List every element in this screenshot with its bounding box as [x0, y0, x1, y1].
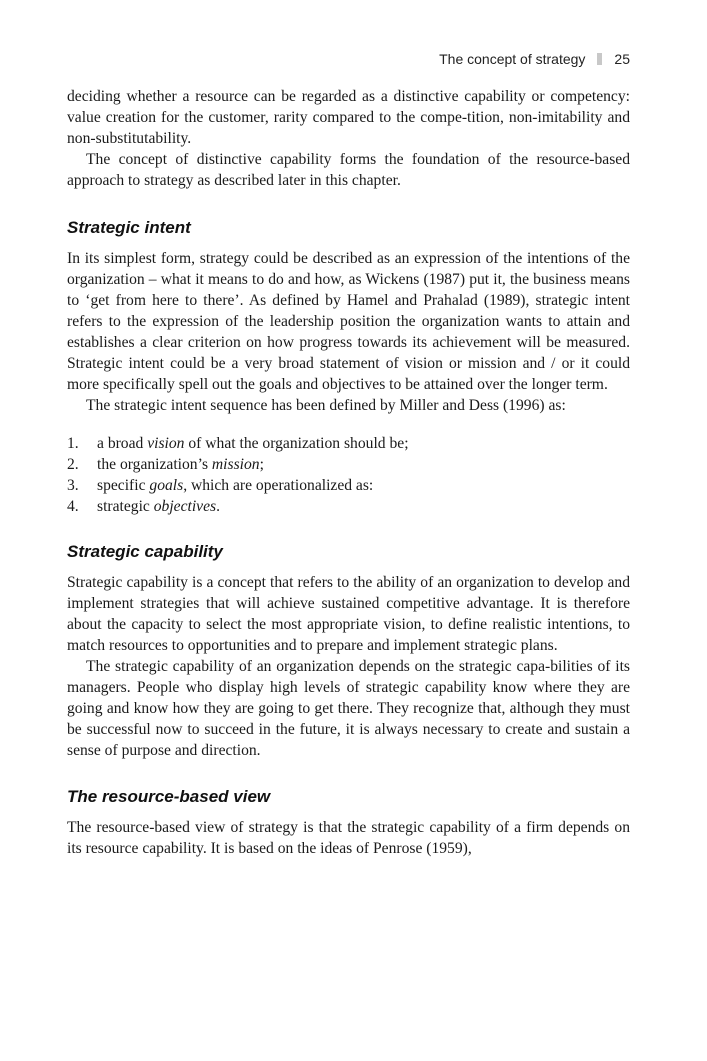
list-item: [67, 433, 630, 454]
list-item: [67, 475, 630, 496]
list-text: specific goals, which are operationalized as:: [97, 477, 374, 494]
list-term: mission: [211, 456, 260, 473]
paragraph-strategic-capability-2: The strategic capability of an organization depends on the strategic capa-bilities of its managers. People who display high levels of strategic capability know where they are going and know how they are going to get there. They recognize that, although they must be successful now to succeed in the future, it is always necessary to create and sustain a sense of purpose and direction.: [67, 658, 630, 759]
strategic-intent-sequence-list: [67, 433, 630, 517]
list-item: [67, 496, 630, 517]
list-text: the organization’s mission;: [97, 456, 264, 473]
section-heading-strategic-capability: Strategic capability: [67, 542, 223, 561]
paragraph-strategic-intent-1: In its simplest form, strategy could be described as an expression of the intentions of the organization – what it means to do and how, as Wickens (1987) put it, the business means to ‘get from here to there’. As defined by Hamel and Prahalad (1989), strategic intent refers to the expression of the leadership position the organization wants to attain and establishes a clear criterion on how progress towards its achievement will be measured. Strategic intent could be a very broad statement of vision or mission and / or it could more specifically spell out the goals and objectives to be attained over the longer term.: [67, 250, 630, 393]
list-number: 3.: [67, 477, 79, 494]
list-number: 2.: [67, 456, 79, 473]
list-term: vision: [147, 435, 185, 452]
paragraph-distinctive-capability: The concept of distinctive capability forms the foundation of the resource-based approach to strategy as described later in this chapter.: [67, 151, 630, 189]
list-number: 1.: [67, 435, 79, 452]
paragraph-continued: deciding whether a resource can be regarded as a distinctive capability or competency: value creation for the customer, rarity compared to the compe-tition, non-imitability and non-substitutability.: [67, 88, 630, 147]
list-item: [67, 454, 630, 475]
paragraph-resource-based-view-1: The resource-based view of strategy is that the strategic capability of a firm depends on its resource capability. It is based on the ideas of Penrose (1959),: [67, 819, 630, 857]
section-heading-resource-based-view: The resource-based view: [67, 787, 271, 806]
body-text: [67, 86, 630, 859]
paragraph-strategic-capability-1: Strategic capability is a concept that refers to the ability of an organization to develop and implement strategies that will achieve sustained competitive advantage. It is therefore about the capacity to select the most appropriate vision, to define realistic intentions, to match resources to opportunities and to prepare and implement strategic plans.: [67, 574, 630, 654]
running-title: The concept of strategy: [439, 51, 586, 67]
section-heading-strategic-intent: Strategic intent: [67, 218, 191, 237]
list-text: a broad vision of what the organization should be;: [97, 435, 409, 452]
header-separator: [597, 53, 602, 65]
list-term: objectives: [153, 498, 217, 515]
page-number: 25: [614, 51, 630, 67]
list-number: 4.: [67, 498, 79, 515]
running-header: [67, 50, 630, 68]
list-text: strategic objectives.: [97, 498, 220, 515]
list-term: goals: [149, 477, 184, 494]
paragraph-strategic-intent-2: The strategic intent sequence has been defined by Miller and Dess (1996) as:: [86, 397, 566, 414]
